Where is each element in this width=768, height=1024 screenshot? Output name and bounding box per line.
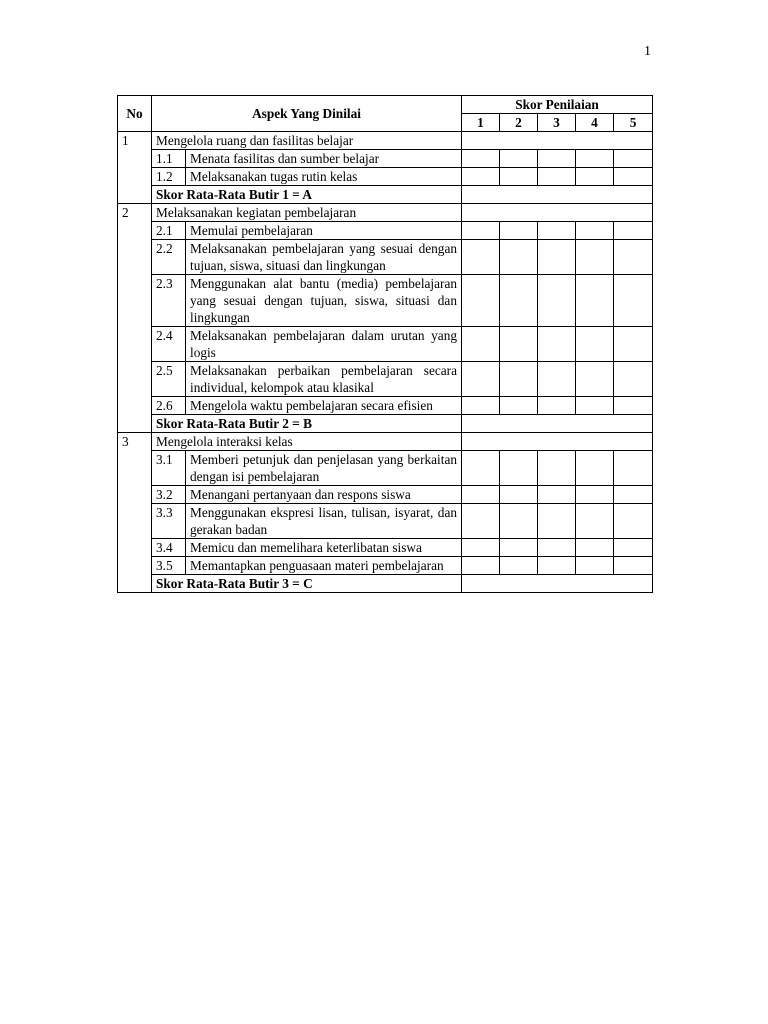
score-cell[interactable] (614, 150, 653, 168)
score-cell[interactable] (576, 275, 614, 327)
score-cell[interactable] (614, 275, 653, 327)
item-number: 2.5 (152, 362, 186, 397)
score-cell[interactable] (538, 222, 576, 240)
score-cell[interactable] (576, 150, 614, 168)
score-header-4: 4 (576, 114, 614, 132)
score-header-3: 3 (538, 114, 576, 132)
score-cell[interactable] (538, 327, 576, 362)
header-no: No (118, 96, 152, 132)
section-title: Mengelola ruang dan fasilitas belajar (152, 132, 462, 150)
score-cell[interactable] (500, 222, 538, 240)
score-cell[interactable] (614, 557, 653, 575)
header-aspect: Aspek Yang Dinilai (152, 96, 462, 132)
score-cell[interactable] (538, 557, 576, 575)
item-text: Menata fasilitas dan sumber belajar (186, 150, 462, 168)
item-text: Memicu dan memelihara keterlibatan siswa (186, 539, 462, 557)
score-cell[interactable] (462, 557, 500, 575)
score-cell[interactable] (576, 504, 614, 539)
score-cell[interactable] (614, 451, 653, 486)
score-cell[interactable] (538, 539, 576, 557)
score-cell[interactable] (462, 504, 500, 539)
score-cell[interactable] (538, 275, 576, 327)
score-blank (462, 132, 653, 150)
item-number: 2.1 (152, 222, 186, 240)
score-cell[interactable] (576, 486, 614, 504)
section-summary: Skor Rata-Rata Butir 3 = C (152, 575, 462, 593)
score-cell[interactable] (462, 539, 500, 557)
score-cell[interactable] (614, 397, 653, 415)
item-text: Memulai pembelajaran (186, 222, 462, 240)
score-cell[interactable] (538, 486, 576, 504)
item-text: Melaksanakan tugas rutin kelas (186, 168, 462, 186)
score-cell[interactable] (538, 397, 576, 415)
score-cell[interactable] (500, 275, 538, 327)
section-no: 3 (118, 433, 152, 593)
score-cell[interactable] (462, 168, 500, 186)
summary-score-cell[interactable] (462, 575, 653, 593)
item-number: 3.1 (152, 451, 186, 486)
score-cell[interactable] (576, 168, 614, 186)
score-cell[interactable] (614, 240, 653, 275)
item-number: 3.4 (152, 539, 186, 557)
section-no: 1 (118, 132, 152, 204)
score-blank (462, 433, 653, 451)
section-title: Mengelola interaksi kelas (152, 433, 462, 451)
item-text: Melaksanakan perbaikan pembelajaran secara individual, kelompok atau klasikal (186, 362, 462, 397)
score-cell[interactable] (500, 362, 538, 397)
score-cell[interactable] (538, 240, 576, 275)
score-cell[interactable] (614, 327, 653, 362)
score-cell[interactable] (538, 168, 576, 186)
score-cell[interactable] (462, 362, 500, 397)
score-cell[interactable] (576, 539, 614, 557)
score-cell[interactable] (500, 150, 538, 168)
score-blank (462, 204, 653, 222)
score-cell[interactable] (500, 539, 538, 557)
item-text: Melaksanakan pembelajaran dalam urutan yang logis (186, 327, 462, 362)
item-text: Menangani pertanyaan dan respons siswa (186, 486, 462, 504)
score-cell[interactable] (462, 327, 500, 362)
score-header-1: 1 (462, 114, 500, 132)
score-cell[interactable] (462, 240, 500, 275)
score-cell[interactable] (576, 222, 614, 240)
page-number: 1 (644, 44, 651, 59)
score-cell[interactable] (462, 222, 500, 240)
item-number: 2.3 (152, 275, 186, 327)
score-cell[interactable] (576, 327, 614, 362)
score-cell[interactable] (462, 275, 500, 327)
item-text: Menggunakan alat bantu (media) pembelajaran yang sesuai dengan tujuan, siswa, situasi dan lingkungan (186, 275, 462, 327)
score-cell[interactable] (614, 168, 653, 186)
score-cell[interactable] (500, 486, 538, 504)
item-text: Menggunakan ekspresi lisan, tulisan, isyarat, dan gerakan badan (186, 504, 462, 539)
assessment-table (117, 95, 653, 593)
score-cell[interactable] (538, 451, 576, 486)
score-cell[interactable] (500, 451, 538, 486)
score-cell[interactable] (614, 362, 653, 397)
summary-score-cell[interactable] (462, 415, 653, 433)
score-cell[interactable] (576, 240, 614, 275)
item-number: 1.2 (152, 168, 186, 186)
item-number: 2.4 (152, 327, 186, 362)
score-cell[interactable] (614, 504, 653, 539)
score-cell[interactable] (500, 240, 538, 275)
score-cell[interactable] (462, 451, 500, 486)
item-text: Mengelola waktu pembelajaran secara efisien (186, 397, 462, 415)
score-cell[interactable] (576, 451, 614, 486)
score-header-5: 5 (614, 114, 653, 132)
score-cell[interactable] (576, 362, 614, 397)
score-cell[interactable] (500, 504, 538, 539)
score-cell[interactable] (462, 397, 500, 415)
score-cell[interactable] (576, 397, 614, 415)
summary-score-cell[interactable] (462, 186, 653, 204)
item-number: 2.6 (152, 397, 186, 415)
item-number: 3.2 (152, 486, 186, 504)
score-cell[interactable] (614, 486, 653, 504)
item-text: Memberi petunjuk dan penjelasan yang berkaitan dengan isi pembelajaran (186, 451, 462, 486)
section-summary: Skor Rata-Rata Butir 1 = A (152, 186, 462, 204)
score-cell[interactable] (538, 504, 576, 539)
score-cell[interactable] (614, 539, 653, 557)
score-cell[interactable] (538, 362, 576, 397)
item-number: 1.1 (152, 150, 186, 168)
section-no: 2 (118, 204, 152, 433)
score-cell[interactable] (462, 150, 500, 168)
item-text: Melaksanakan pembelajaran yang sesuai dengan tujuan, siswa, situasi dan lingkungan (186, 240, 462, 275)
score-cell[interactable] (462, 486, 500, 504)
score-cell[interactable] (500, 168, 538, 186)
item-number: 2.2 (152, 240, 186, 275)
score-cell[interactable] (500, 397, 538, 415)
item-text: Memantapkan penguasaan materi pembelajaran (186, 557, 462, 575)
item-number: 3.3 (152, 504, 186, 539)
section-title: Melaksanakan kegiatan pembelajaran (152, 204, 462, 222)
section-summary: Skor Rata-Rata Butir 2 = B (152, 415, 462, 433)
score-cell[interactable] (614, 222, 653, 240)
item-number: 3.5 (152, 557, 186, 575)
score-cell[interactable] (500, 327, 538, 362)
header-score: Skor Penilaian (462, 96, 653, 114)
score-cell[interactable] (500, 557, 538, 575)
score-cell[interactable] (576, 557, 614, 575)
score-cell[interactable] (538, 150, 576, 168)
score-header-2: 2 (500, 114, 538, 132)
